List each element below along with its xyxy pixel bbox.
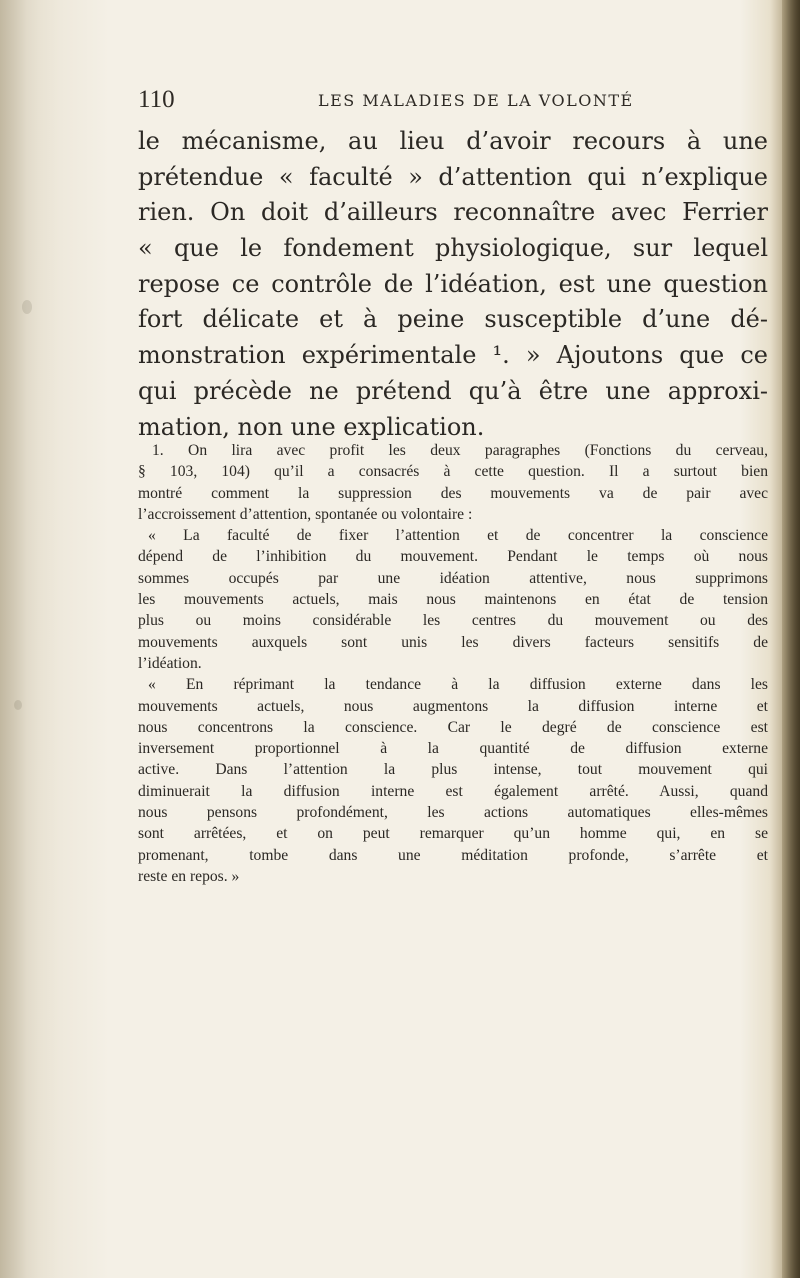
paper-stain (22, 300, 32, 314)
footnote-line: promenant, tombe dans une méditation profonde, s’arrête et (138, 846, 768, 864)
footnote-line: mouvements actuels, nous augmentons la diffusion interne et (138, 697, 768, 715)
page-number: 110 (138, 86, 175, 113)
paper-stain (14, 700, 22, 710)
text-line: monstration expérimentale ¹. » Ajoutons que ce (138, 341, 768, 370)
footnote-line: l’idéation. (138, 654, 202, 672)
footnote-line: l’accroissement d’attention, spontanée ou volontaire : (138, 505, 473, 523)
page-header (138, 86, 778, 116)
footnote-line: § 103, 104) qu’il a consacrés à cette question. Il a surtout bien (138, 463, 768, 481)
text-line: qui précède ne prétend qu’à être une approxi- (138, 376, 768, 405)
footnote-line: reste en repos. » (138, 867, 240, 885)
footnote-line: sont arrêtées, et on peut remarquer qu’un homme qui, en se (138, 825, 768, 843)
footnote-line: sommes occupés par une idéation attentive, nous supprimons (138, 569, 768, 587)
footnote-line: diminuerait la diffusion interne est également arrêté. Aussi, quand (138, 782, 768, 800)
footnote-line: mouvements auxquels sont unis les divers facteurs sensitifs de (138, 633, 768, 651)
text-line: « que le fondement physiologique, sur lequel (138, 234, 768, 263)
main-text (138, 124, 768, 445)
footnote-line: « La faculté de fixer l’attention et de concentrer la conscience (148, 527, 768, 545)
footnote (138, 440, 768, 887)
footnote-line: nous concentrons la conscience. Car le degré de conscience est (138, 718, 768, 736)
text-line: prétendue « faculté » d’attention qui n’explique (138, 162, 768, 191)
footnote-line: nous pensons profondément, les actions automatiques elles-mêmes (138, 804, 768, 822)
text-line: mation, non une explication. (138, 412, 485, 441)
running-title: LES MALADIES DE LA VOLONTÉ (318, 91, 634, 110)
page-gutter-shadow (0, 0, 60, 1278)
footnote-line: active. Dans l’attention la plus intense, tout mouvement qui (138, 761, 768, 779)
footnote-line: « En réprimant la tendance à la diffusion externe dans les (148, 676, 768, 694)
footnote-line: inversement proportionnel à la quantité de diffusion externe (138, 740, 768, 758)
text-line: repose ce contrôle de l’idéation, est une question (138, 269, 768, 298)
footnote-line: dépend de l’inhibition du mouvement. Pendant le temps où nous (138, 548, 768, 566)
page-edge-shadow (782, 0, 800, 1278)
text-line: le mécanisme, au lieu d’avoir recours à une (138, 127, 768, 155)
footnote-line: les mouvements actuels, mais nous maintenons en état de tension (138, 591, 768, 609)
text-line: fort délicate et à peine susceptible d’une dé- (138, 305, 768, 334)
footnote-line: 1. On lira avec profit les deux paragraphes (Fonctions du cerveau, (152, 442, 768, 459)
text-line: rien. On doit d’ailleurs reconnaître avec Ferrier (138, 198, 768, 227)
footnote-line: montré comment la suppression des mouvements va de pair avec (138, 484, 768, 502)
footnote-line: plus ou moins considérable les centres du mouvement ou des (138, 612, 768, 630)
